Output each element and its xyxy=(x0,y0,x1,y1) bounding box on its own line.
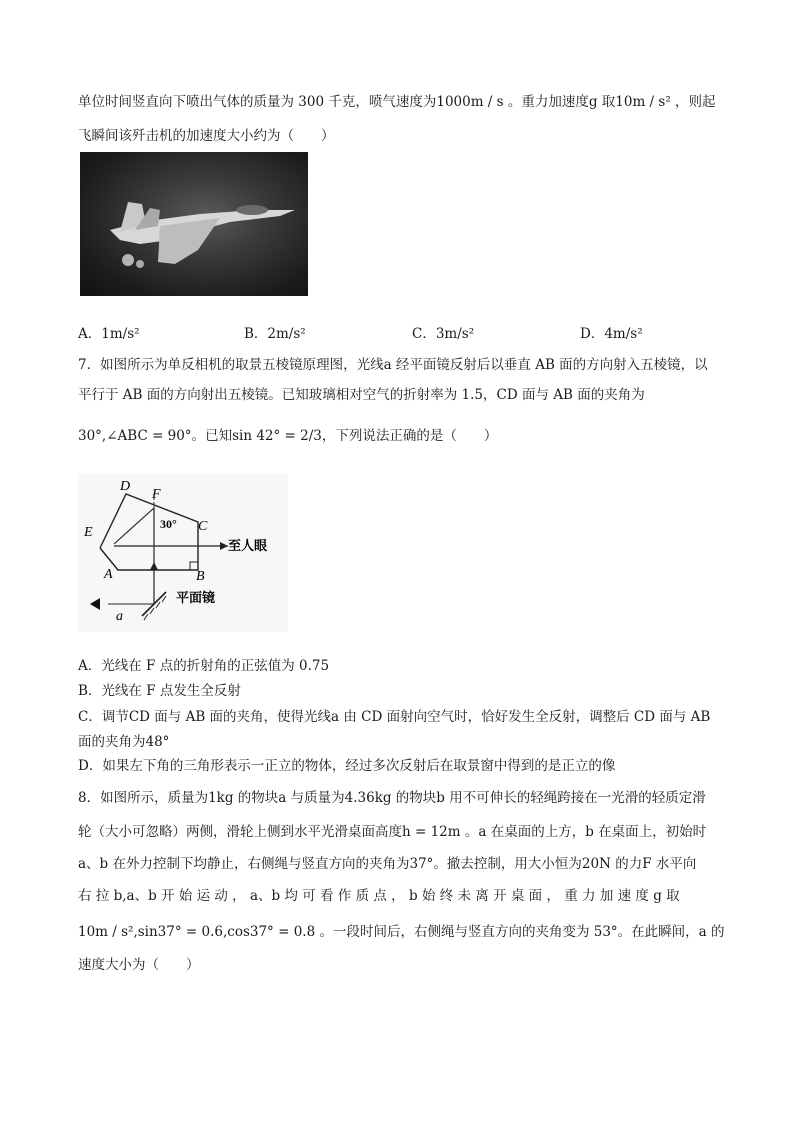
pentaprism-diagram xyxy=(78,474,288,632)
q7-text-line-3: 30°,∠ABC = 90°。已知sin 42° = 2/3，下列说法正确的是（ ） xyxy=(78,428,498,444)
q7-option-b[interactable]: B．光线在 F 点发生全反射 xyxy=(78,683,241,699)
q8-text-line-6: 速度大小为（ ） xyxy=(78,957,200,973)
label-e: E xyxy=(84,525,93,540)
q6-text-line-2: 飞瞬间该歼击机的加速度大小约为（ ） xyxy=(78,128,335,144)
q8-text-line-3: a、b 在外力控制下均静止，右侧绳与竖直方向的夹角为37°。撤去控制，用大小恒为20N 的力F 水平向 xyxy=(78,856,697,872)
q7-option-a[interactable]: A．光线在 F 点的折射角的正弦值为 0.75 xyxy=(78,658,330,674)
label-30deg: 30° xyxy=(160,517,177,531)
label-d: D xyxy=(120,479,131,494)
q7-text-line-1: 7．如图所示为单反相机的取景五棱镜原理图，光线a 经平面镜反射后以垂直 AB 面的方向射入五棱镜，以 xyxy=(78,357,708,373)
q6-choice-a[interactable]: A．1m/s² xyxy=(78,326,140,342)
q8-text-line-5: 10m / s²,sin37° = 0.6,cos37° = 0.8 。一段时间后，右侧绳与竖直方向的夹角变为 53°。在此瞬间，a 的 xyxy=(78,924,725,940)
q7-option-d[interactable]: D．如果左下角的三角形表示一正立的物体，经过多次反射后在取景窗中得到的是正立的像 xyxy=(78,758,616,774)
label-ray-a: a xyxy=(116,609,123,624)
fighter-jet-photo xyxy=(80,152,308,296)
q8-text-line-4: 右 拉 b,a、b 开 始 运 动 ， a、b 均 可 看 作 质 点 ， b 始 终 未 离 开 桌 面 ， 重 力 加 速 度 g 取 xyxy=(78,888,680,904)
label-to-eye: 至人眼 xyxy=(228,539,268,554)
q7-option-c-cont: 面的夹角为48° xyxy=(78,734,170,750)
label-b: B xyxy=(196,569,205,584)
label-mirror: 平面镜 xyxy=(176,591,216,606)
q7-text-line-2: 平行于 AB 面的方向射出五棱镜。已知玻璃相对空气的折射率为 1.5，CD 面与 AB 面的夹角为 xyxy=(78,387,645,403)
label-f: F xyxy=(152,487,161,502)
q6-choice-c[interactable]: C．3m/s² xyxy=(412,326,475,342)
q7-option-c[interactable]: C．调节CD 面与 AB 面的夹角，使得光线a 由 CD 面射向空气时，恰好发生全反射，调整后 CD 面与 AB xyxy=(78,709,711,725)
q6-choice-b[interactable]: B．2m/s² xyxy=(244,326,306,342)
label-c: C xyxy=(198,519,208,534)
q6-choice-d[interactable]: D．4m/s² xyxy=(580,326,643,342)
q6-text-line-1: 单位时间竖直向下喷出气体的质量为 300 千克，喷气速度为1000m / s 。重力加速度g 取10m / s² ，则起 xyxy=(78,94,716,110)
q8-text-line-1: 8．如图所示，质量为1kg 的物块a 与质量为4.36kg 的物块b 用不可伸长的轻绳跨接在一光滑的轻质定滑 xyxy=(78,790,706,806)
label-a: A xyxy=(104,567,113,582)
q8-text-line-2: 轮（大小可忽略）两侧，滑轮上侧到水平光滑桌面高度h = 12m 。a 在桌面的上方，b 在桌面上，初始时 xyxy=(78,824,707,840)
